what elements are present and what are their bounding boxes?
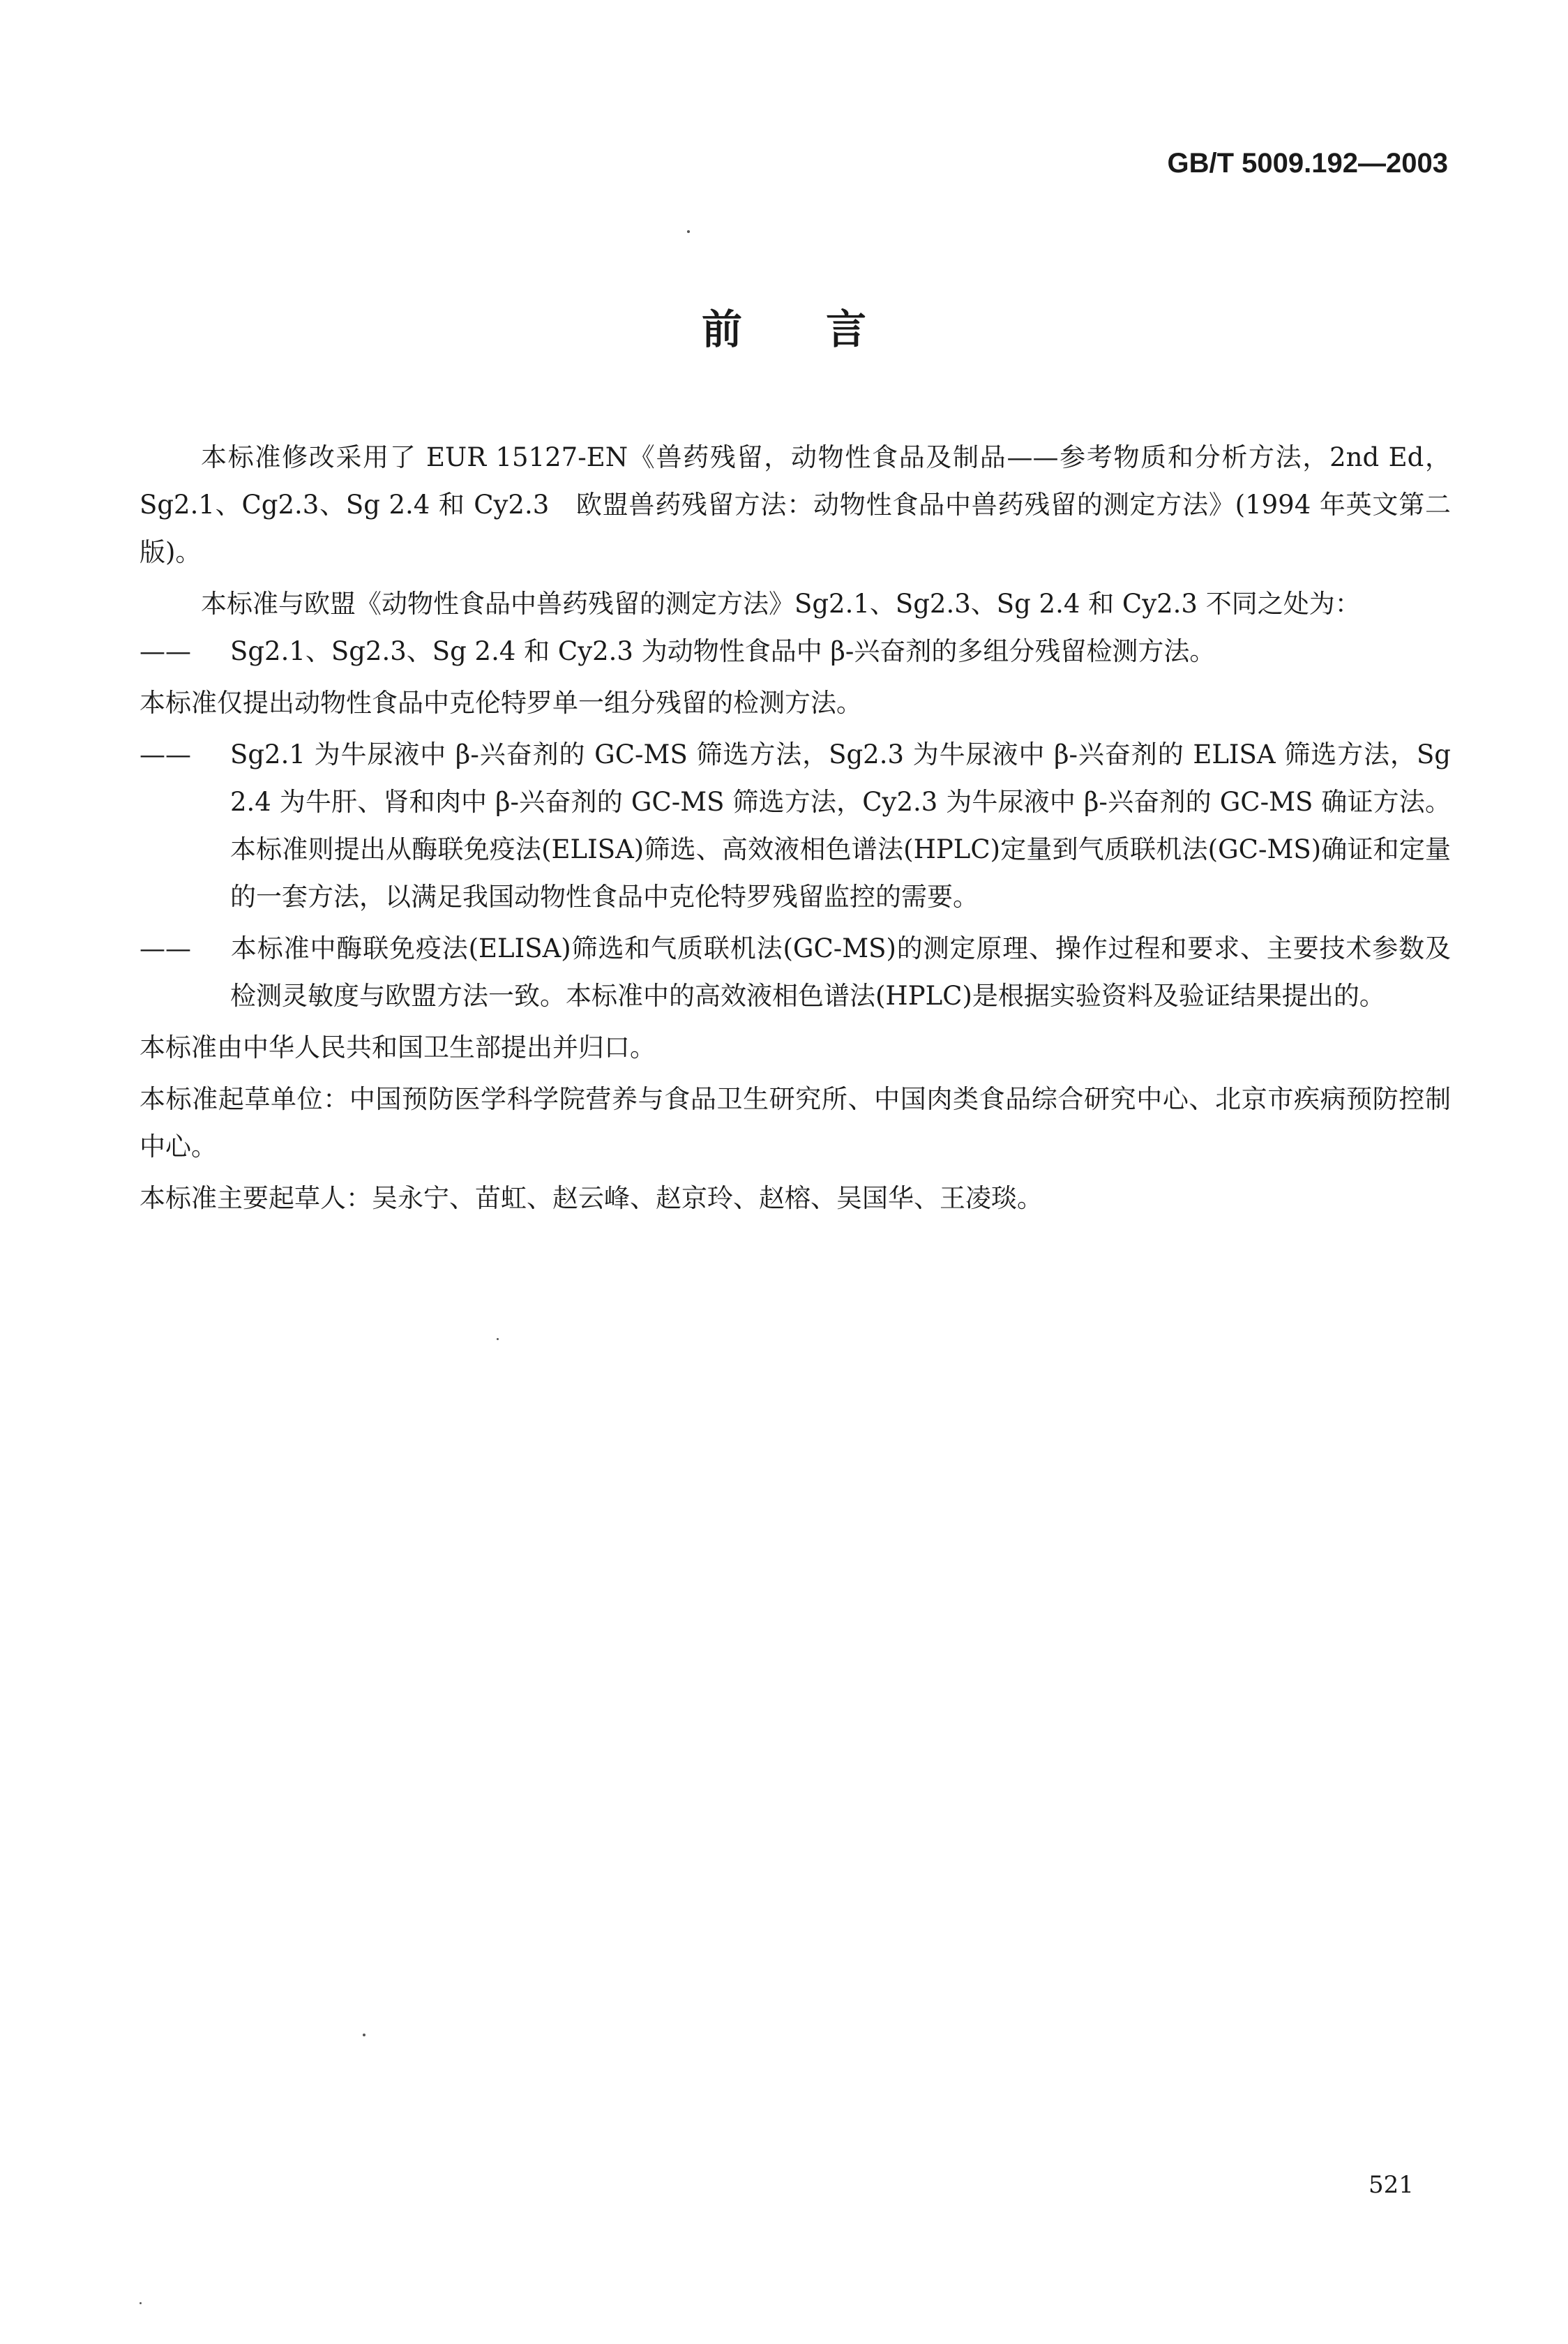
paragraph-single-component: 本标准仅提出动物性食品中克伦特罗单一组分残留的检测方法。 <box>140 688 862 718</box>
paragraph-adoption: 本标准修改采用了 EUR 15127-EN《兽药残留，动物性食品及制品——参考物质和分析方法，2nd Ed，Sg2.1、Cg2.3、Sg 2.4 和 Cy2.3 欧盟兽药残留方法：动物性食品中兽药残留的测定方法》(1994 年英文第二版)。 <box>140 442 1451 567</box>
scan-speck <box>363 2034 365 2036</box>
paragraph-drafters: 本标准主要起草人：吴永宁、苗虹、赵云峰、赵京玲、赵榕、吴国华、王凌琰。 <box>140 1183 1043 1213</box>
page-number: 521 <box>1369 2171 1414 2199</box>
dash-mark: —— <box>140 933 191 963</box>
page-title: 前言 <box>701 306 950 353</box>
scan-speck <box>497 1338 499 1340</box>
scan-speck <box>140 2302 142 2304</box>
dash-mark: —— <box>140 636 191 666</box>
paragraph-differences: 本标准与欧盟《动物性食品中兽药残留的测定方法》Sg2.1、Sg2.3、Sg 2.4 和 Cy2.3 不同之处为： <box>201 589 1361 619</box>
dash-item-consistency <box>140 925 1451 1020</box>
standard-code: GB/T 5009.192—2003 <box>1167 148 1448 179</box>
paragraph-proposer: 本标准由中华人民共和国卫生部提出并归口。 <box>140 1032 656 1062</box>
preface-body <box>140 434 1451 1222</box>
dash-item-eu-methods <box>140 628 1451 675</box>
dash-mark: —— <box>140 739 191 769</box>
scan-speck <box>687 230 690 233</box>
dash-item-text: 本标准中酶联免疫法(ELISA)筛选和气质联机法(GC-MS)的测定原理、操作过程和要求、主要技术参数及检测灵敏度与欧盟方法一致。本标准中的高效液相色谱法(HPLC)是根据实验资料及验证结果提出的。 <box>230 933 1451 1011</box>
dash-item-text: Sg2.1、Sg2.3、Sg 2.4 和 Cy2.3 为动物性食品中 β-兴奋剂的多组分残留检测方法。 <box>230 636 1216 666</box>
dash-item-screening <box>140 731 1451 921</box>
dash-item-text: Sg2.1 为牛尿液中 β-兴奋剂的 GC-MS 筛选方法，Sg2.3 为牛尿液中 β-兴奋剂的 ELISA 筛选方法，Sg 2.4 为牛肝、肾和肉中 β-兴奋剂的 GC-MS 筛选方法，Cy2.3 为牛尿液中 β-兴奋剂的 GC-MS 确证方法。本标准则提出从酶联免疫法(ELISA)筛选、高效液相色谱法(HPLC)定量到气质联机法(GC-MS)确证和定量的一套方法，以满足我国动物性食品中克伦特罗残留监控的需要。 <box>230 739 1451 912</box>
paragraph-drafting-units: 本标准起草单位：中国预防医学科学院营养与食品卫生研究所、中国肉类食品综合研究中心、北京市疾病预防控制中心。 <box>140 1084 1451 1162</box>
